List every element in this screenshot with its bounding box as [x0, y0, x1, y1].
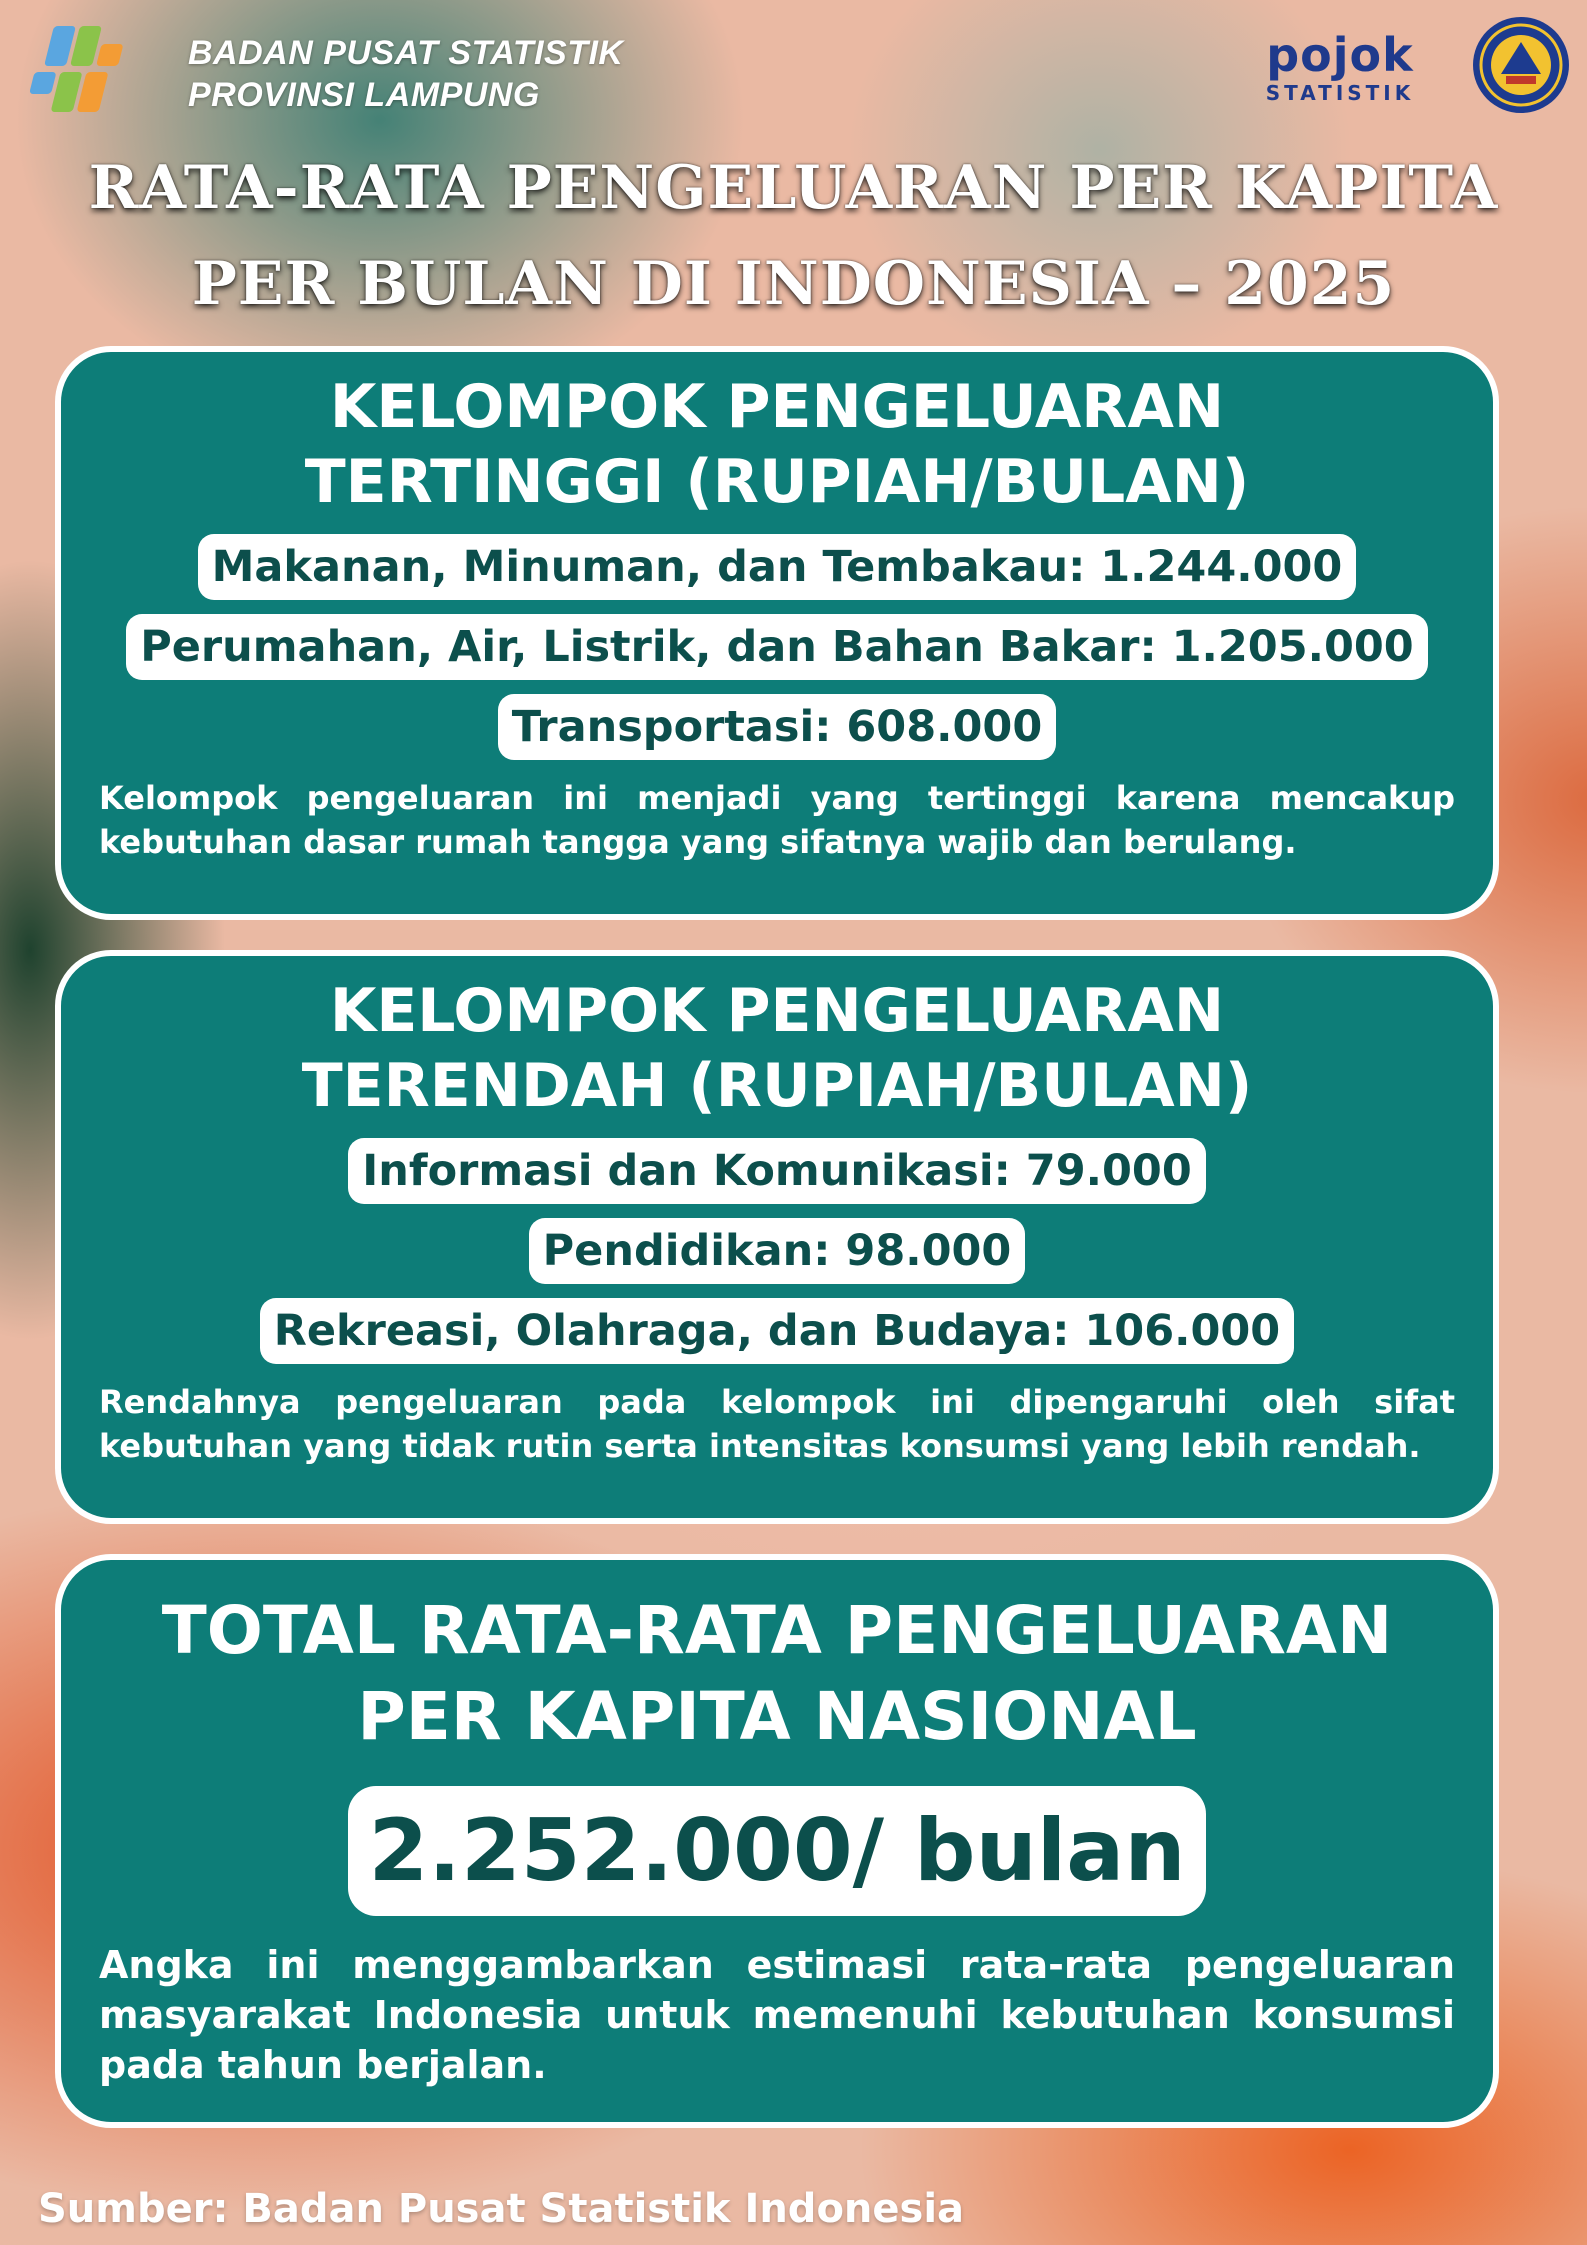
total-expenditure-card	[55, 1554, 1499, 2128]
bps-logo-icon	[18, 18, 148, 128]
highest-card-note	[95, 776, 1459, 864]
organization-line2: PROVINSI LAMPUNG	[188, 76, 540, 114]
lowest-item-recreation: Rekreasi, Olahraga, dan Budaya: 106.000	[260, 1298, 1294, 1364]
highest-card-title	[95, 370, 1459, 520]
page-title-line1: RATA-RATA PENGELUARAN PER KAPITA	[88, 153, 1499, 223]
total-title-line2: PER KAPITA NASIONAL	[357, 1678, 1197, 1755]
highest-item-food: Makanan, Minuman, dan Tembakau: 1.244.000	[198, 534, 1357, 600]
total-card-note	[95, 1940, 1459, 2090]
pojok-logo-subword: STATISTIK	[1265, 81, 1415, 105]
highest-item-transport: Transportasi: 608.000	[498, 694, 1057, 760]
highest-item-housing: Perumahan, Air, Listrik, dan Bahan Bakar: 1.205.000	[126, 614, 1427, 680]
organization-name	[188, 32, 623, 116]
header	[0, 0, 1587, 140]
total-note-line1: Angka ini menggambarkan estimasi rata-rata pengeluaran	[99, 1943, 1455, 1987]
page-title	[0, 140, 1587, 332]
total-title-line1: TOTAL RATA-RATA PENGELUARAN	[161, 1592, 1393, 1669]
lowest-card-note	[95, 1380, 1459, 1468]
total-card-title	[95, 1588, 1459, 1760]
lowest-title-line1: KELOMPOK PENGELUARAN	[329, 976, 1225, 1046]
total-note-line3: pada tahun berjalan.	[99, 2043, 547, 2087]
highest-title-line1: KELOMPOK PENGELUARAN	[329, 372, 1225, 442]
lowest-note-line1: Rendahnya pengeluaran pada kelompok ini dipengaruhi oleh sifat	[99, 1383, 1455, 1421]
organization-line1: BADAN PUSAT STATISTIK	[188, 34, 624, 72]
source-credit: Sumber: Badan Pusat Statistik Indonesia	[38, 2186, 965, 2232]
lowest-item-communication: Informasi dan Komunikasi: 79.000	[348, 1138, 1206, 1204]
highest-title-line2: TERTINGGI (RUPIAH/BULAN)	[304, 447, 1250, 517]
highest-note-line1: Kelompok pengeluaran ini menjadi yang tertinggi karena mencakup	[99, 779, 1455, 817]
total-note-line2: masyarakat Indonesia untuk memenuhi kebutuhan konsumsi	[99, 1993, 1455, 2037]
university-seal-icon	[1466, 14, 1576, 116]
lowest-note-line2: kebutuhan yang tidak rutin serta intensitas konsumsi yang lebih rendah.	[99, 1427, 1421, 1465]
lowest-expenditure-card	[55, 950, 1499, 1524]
highest-expenditure-card	[55, 346, 1499, 920]
lowest-card-title	[95, 974, 1459, 1124]
total-value: 2.252.000/ bulan	[348, 1786, 1205, 1916]
pojok-logo-word: pojok	[1266, 28, 1414, 82]
lowest-title-line2: TERENDAH (RUPIAH/BULAN)	[301, 1051, 1253, 1121]
pojok-statistik-logo	[1250, 30, 1430, 106]
page-title-line2: PER BULAN DI INDONESIA – 2025	[191, 249, 1396, 319]
lowest-item-education: Pendidikan: 98.000	[529, 1218, 1026, 1284]
highest-note-line2: kebutuhan dasar rumah tangga yang sifatnya wajib dan berulang.	[99, 823, 1297, 861]
